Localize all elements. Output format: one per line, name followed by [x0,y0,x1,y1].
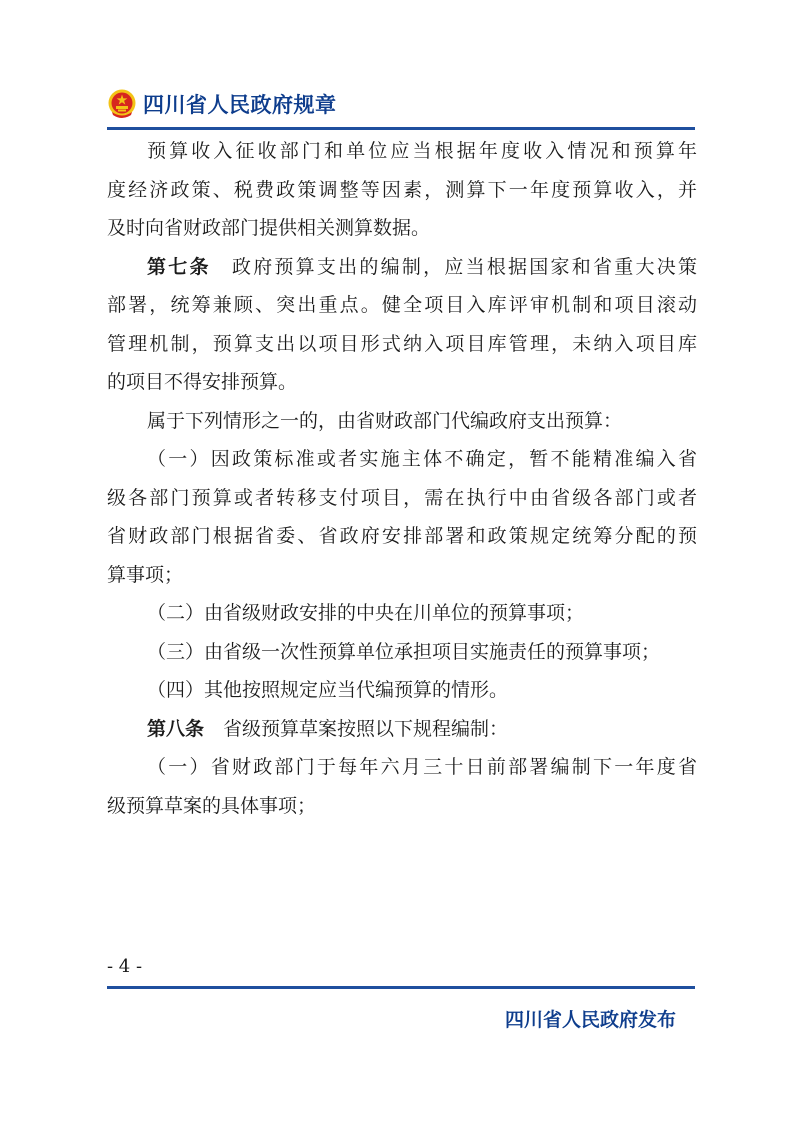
paragraph-item-4 [107,671,697,710]
header-divider [107,127,695,130]
text-line: （二）由省级财政安排的中央在川单位的预算事项； [147,602,585,624]
text-line: 部署，统筹兼顾、突出重点。健全项目入库评审机制和项目滚动 [107,294,697,316]
document-body [107,132,697,825]
text-fragment: 省级预算草案按照以下规程编制： [204,717,509,740]
text-line [107,248,697,287]
text-line: 级各部门预算或者转移支付项目，需在执行中由省级各部门或者 [107,486,697,509]
text-fragment: 政府预算支出的编制，应当根据国家和省重大决策 [210,255,697,278]
paragraph-item-1 [107,440,697,594]
text-line [107,710,697,749]
text-line: （一）省财政部门于每年六月三十日前部署编制下一年度省 [147,756,697,778]
text-line: 级预算草案的具体事项； [107,794,317,817]
text-line: 管理机制，预算支出以项目形式纳入项目库管理，未纳入项目库 [107,332,697,355]
text-line: 省财政部门根据省委、省政府安排部署和政策规定统筹分配的预 [107,525,697,547]
paragraph-article-8-item-1 [107,748,697,825]
page-number: - 4 - [107,956,143,977]
text-line: 的项目不得安排预算。 [107,371,298,393]
text-line: 及时向省财政部门提供相关测算数据。 [107,217,431,239]
header-title: 四川省人民政府规章 [143,93,337,117]
text-line: 算事项； [107,563,184,586]
page-header [107,84,337,124]
text-line: （三）由省级一次性预算单位承担项目实施责任的预算事项； [147,640,661,663]
paragraph-item-3 [107,633,697,672]
footer-publisher: 四川省人民政府发布 [504,1009,676,1031]
national-emblem-icon [107,88,137,120]
paragraph-article-7 [107,248,697,402]
article-number: 第八条 [147,717,205,740]
paragraph-revenue [107,132,697,248]
text-line: （四）其他按照规定应当代编预算的情形。 [147,679,509,701]
paragraph-article-8 [107,710,697,749]
text-line: （一）因政策标准或者实施主体不确定，暂不能精准编入省 [147,448,697,470]
text-line: 属于下列情形之一的，由省财政部门代编政府支出预算： [147,409,623,432]
paragraph-item-2 [107,594,697,633]
article-number: 第七条 [147,255,211,278]
footer-divider [107,986,695,989]
text-line: 预算收入征收部门和单位应当根据年度收入情况和预算年 [147,140,697,162]
paragraph-cases-intro [107,402,697,441]
text-line: 度经济政策、税费政策调整等因素，测算下一年度预算收入，并 [107,178,697,201]
